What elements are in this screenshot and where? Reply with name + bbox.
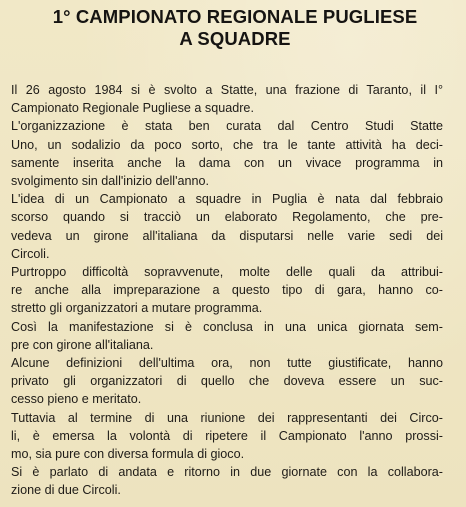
paragraph-line: pre con girone all'italiana. [11,337,154,352]
paragraph-line: Tuttavia al termine di una riunione dei rappresentanti dei Circo- [11,410,443,425]
paragraph-line: Si è parlato di andata e ritorno in due giornate con la collabora- [11,465,443,480]
paragraph-line: Purtroppo difficoltà sopravvenute, molte delle quali da attribui- [11,265,443,280]
paragraph-line: zione di due Circoli. [11,483,121,498]
paragraph-line: samente inserita anche la dama con un vivace programma in [11,155,443,170]
paragraph-line: L'idea di un Campionato a squadre in Puglia è nata dal febbraio [11,192,443,207]
paragraph-line: Alcune definizioni dell'ultima ora, non tutte giustificate, hanno [11,356,443,371]
article-paragraph [11,190,443,263]
paragraph-line: scorso quando si tracciò un elaborato Regolamento, che pre- [11,210,443,225]
paragraph-line: mo, sia pure con diversa formula di gioco. [11,447,245,462]
paragraph-line: svolgimento sin dall'inizio dell'anno. [11,174,210,189]
paragraph-line: L'organizzazione è stata ben curata dal Centro Studi Statte [11,119,443,134]
paragraph-line: vedeva un girone all'italiana da disputarsi nelle varie sedi dei [11,228,443,243]
paragraph-line: privato gli organizzatori di quello che doveva essere un suc- [11,374,443,389]
article-body [11,81,443,500]
article-title-line-2: A SQUADRE [179,28,291,49]
paragraph-line: Campionato Regionale Pugliese a squadre. [11,101,254,116]
article-paragraph [11,117,443,190]
article-paragraph [11,409,443,464]
paragraph-line: cesso pieno e meritato. [11,392,142,407]
article-paragraph [11,318,443,354]
article-paragraph [11,81,443,117]
article-paragraph [11,463,443,499]
article-paragraph [11,354,443,409]
paragraph-line: Così la manifestazione si è conclusa in una unica giornata sem- [11,319,443,334]
paragraph-line: Il 26 agosto 1984 si è svolto a Statte, una frazione di Taranto, il I° [11,83,443,97]
article-title [20,6,450,50]
paragraph-line: stretto gli organizzatori a mutare programma. [11,301,263,316]
paragraph-line: li, è emersa la volontà di ripetere il Campionato l'anno prossi- [11,428,443,443]
article-title-line-1: 1° CAMPIONATO REGIONALE PUGLIESE [52,6,418,27]
paragraph-line: re anche alla impreparazione a questo tipo di gara, hanno co- [11,283,443,298]
article-paragraph [11,263,443,318]
paragraph-line: Circoli. [11,246,50,261]
paragraph-line: Uno, un sodalizio da poco sorto, che tra le tante attività ha deci- [11,137,443,152]
